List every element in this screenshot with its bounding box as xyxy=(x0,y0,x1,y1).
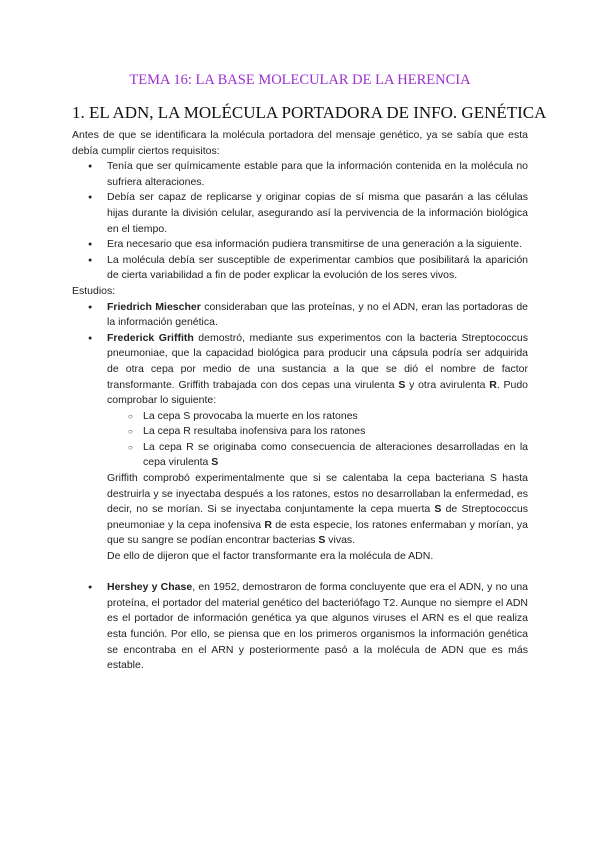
strain-s: S xyxy=(398,378,406,391)
griffith-text: demostró, mediante sus experimentos con la bacteria Streptococcus pneumoniae, que la capacidad biológica para producir una cápsula podría ser adquirida de otra cepa por medio de una sustancia a la que se dió el nombre de factor transformante. Griffith trabajada con dos cepas una virulenta xyxy=(107,331,529,391)
list-item: ● Tenía que ser químicamente estable para que la información contenida en la molécula no sufriera alteraciones. xyxy=(72,159,528,190)
strain-r: R xyxy=(489,378,497,391)
list-item xyxy=(107,440,528,471)
strain-r: R xyxy=(264,518,272,531)
strain-s: S xyxy=(434,503,442,516)
list-item: ● Debía ser capaz de replicarse y originar copias de sí misma que pasarán a las células hijas durante la división celular, asegurando así la pervivencia de la información biológica en el tiempo. xyxy=(72,190,528,237)
estudios-list xyxy=(72,300,528,565)
page-title: TEMA 16: LA BASE MOLECULAR DE LA HERENCIA xyxy=(129,72,471,88)
griffith-conclusion: De ello de dijeron que el factor transformante era la molécula de ADN. xyxy=(107,550,434,563)
griffith-paragraph xyxy=(107,471,528,549)
estudios-label: Estudios: xyxy=(72,284,116,297)
requisitos-list xyxy=(72,159,528,284)
list-item: ○ La cepa R resultaba inofensiva para los ratones xyxy=(107,424,528,440)
strain-s: S xyxy=(211,456,219,469)
list-item: ○ La cepa S provocaba la muerte en los ratones xyxy=(107,409,528,425)
list-item-hershey xyxy=(72,580,528,674)
hershey-name: Hershey y Chase xyxy=(107,581,193,594)
list-item-miescher xyxy=(72,300,528,331)
miescher-text: consideraban que las proteínas, y no el ADN, eran las portadoras de la información genética. xyxy=(107,300,528,329)
intro-paragraph: Antes de que se identificara la molécula portadora del mensaje genético, ya se sabía que esta debía cumplir ciertos requisitos: xyxy=(72,129,528,157)
list-item-griffith xyxy=(72,331,528,565)
griffith-text: de Streptococcus pneumoniae y la cepa inofensiva xyxy=(107,503,528,531)
griffith-text: Griffith comprobó experimentalmente que si se calentaba la cepa bacteriana S hasta destruirla y se inyectaba después a los ratones, estos no desarrollaban la enfermedad, es decir, no se morían. Si se inyectaba conjuntamente la cepa muerta xyxy=(107,472,528,516)
strain-s: S xyxy=(318,534,326,547)
section-content xyxy=(72,128,528,674)
griffith-text: de esta especie, los ratones enfermaban y morían, ya que su sangre se podían encontrar bacterias xyxy=(107,518,528,547)
section-heading: 1. EL ADN, LA MOLÉCULA PORTADORA DE INFO. GENÉTICA xyxy=(72,103,547,122)
griffith-text: vivas. xyxy=(325,534,356,547)
griffith-text: y otra avirulenta xyxy=(405,378,490,391)
spacer xyxy=(72,565,528,581)
griffith-text: . Pudo comprobar lo siguiente: xyxy=(107,378,529,407)
list-item: ● Era necesario que esa información pudiera transmitirse de una generación a la siguiente. xyxy=(72,237,528,253)
hershey-text: , en 1952, demostraron de forma concluyente que era el ADN, y no una proteína, el portador del material genético del bacteriófago T2. Aunque no siempre el ADN es el portador de información genética ya que algunos viruses el ARN es el que realiza esta función. Por ello, se piensa que en los primeros organismos la información genética se encontraba en el ARN y posteriormente pasó a la molécula de ADN que es más estable. xyxy=(107,581,528,672)
estudios-list-2 xyxy=(72,580,528,674)
miescher-name: Friedrich Miescher xyxy=(107,300,201,313)
observacion-text: La cepa R se originaba como consecuencia de alteraciones desarrolladas en la cepa virulenta xyxy=(143,440,528,469)
griffith-name: Frederick Griffith xyxy=(107,331,194,344)
observaciones-list xyxy=(107,409,528,471)
list-item: ● La molécula debía ser susceptible de experimentar cambios que posibilitará la aparición de cierta variabilidad a fin de poder explicar la evolución de los seres vivos. xyxy=(72,253,528,284)
